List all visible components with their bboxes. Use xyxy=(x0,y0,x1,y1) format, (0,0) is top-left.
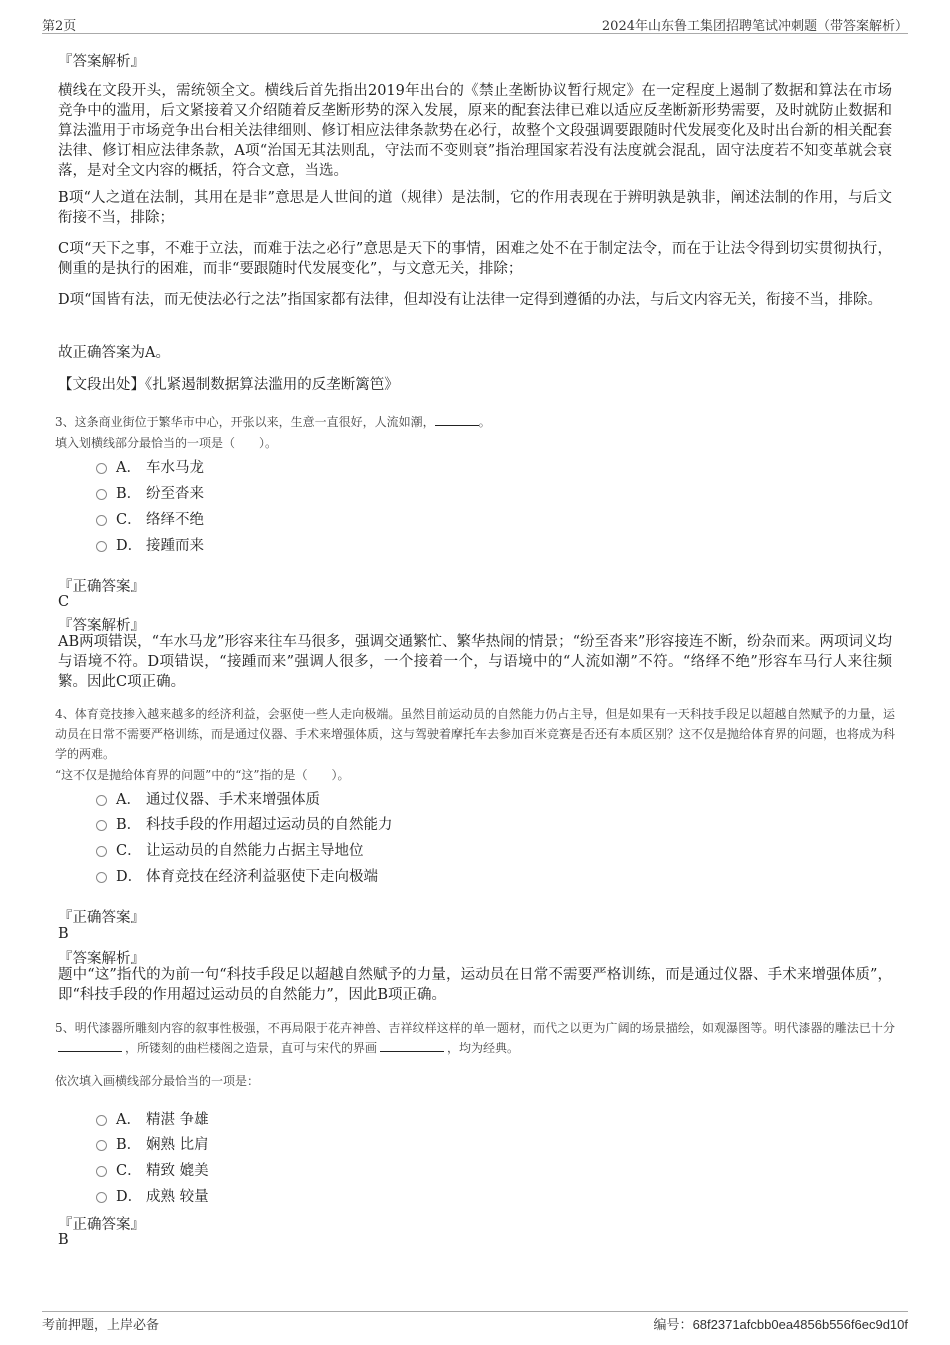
q2-analysis-c: C项“天下之事，不难于立法，而难于法之必行”意思是天下的事情，困难之处不在于制定法令，而在于让法令得到切实贯彻执行，侧重的是执行的困难，而非“要跟随时代发展变化”，与文意无关，排除； xyxy=(58,241,892,277)
q3-stem-after: 。 xyxy=(478,415,491,429)
q2-analysis-d: D项“国皆有法，而无使法必行之法”指国家都有法律，但却没有让法律一定得到遵循的办法，与后文内容无关，衔接不当，排除。 xyxy=(58,292,882,308)
q3-stem xyxy=(55,412,895,432)
option-letter: A． xyxy=(116,792,141,808)
option-letter: B． xyxy=(116,1137,142,1153)
radio-icon[interactable] xyxy=(96,820,107,831)
radio-icon[interactable] xyxy=(96,1166,107,1177)
footer-code-label: 编号： xyxy=(653,1318,693,1333)
radio-icon[interactable] xyxy=(96,846,107,857)
q2-analysis-intro: 横线在文段开头，需统领全文。横线后首先指出2019年出台的《禁止垄断协议暂行规定》在一定程度上遏制了数据和算法在市场竞争中的滥用，后文紧接着又介绍随着反垄断形势的深入发展，原来的配套法律已难以适应反垄断新形势需要，及时就防止数据和算法滥用于市场竞争出台相关法律细则、修订相应法律条款势在必行，故整个文段强调要跟随时代发展变化及时出台新的相关配套法律、修订相应法律条款，A项“治国无其法则乱，守法而不变则衰”指治理国家若没有法度就会混乱，固守法度若不知变革就会衰落，是对全文内容的概括，符合文意，当选。 xyxy=(58,83,892,179)
q3-option-d[interactable] xyxy=(96,534,204,555)
option-letter: C． xyxy=(116,1163,142,1179)
radio-icon[interactable] xyxy=(96,1140,107,1151)
option-text: 体育竞技在经济利益驱使下走向极端 xyxy=(146,869,378,885)
option-letter: D． xyxy=(116,538,143,554)
option-letter: C． xyxy=(116,512,142,528)
q3-option-b[interactable] xyxy=(96,482,204,503)
q3-blank xyxy=(435,413,479,426)
footer-divider xyxy=(42,1311,908,1312)
radio-icon[interactable] xyxy=(96,541,107,552)
option-letter: D． xyxy=(116,1189,143,1205)
option-text: 接踵而来 xyxy=(146,538,204,554)
option-text: 车水马龙 xyxy=(146,460,204,476)
q5-prompt: 依次填入画横线部分最恰当的一项是： xyxy=(55,1074,260,1088)
q5-blank-2 xyxy=(380,1039,444,1052)
option-text: 科技手段的作用超过运动员的自然能力 xyxy=(146,817,393,833)
option-text: 精致 媲美 xyxy=(146,1163,209,1179)
q5-stem xyxy=(55,1018,895,1058)
q5-answer-label: 『正确答案』 xyxy=(58,1217,145,1233)
page-number: 第2页 xyxy=(42,19,77,34)
option-letter: A． xyxy=(116,460,141,476)
option-letter: A． xyxy=(116,1112,141,1128)
q3-option-a[interactable] xyxy=(96,456,204,477)
option-letter: C． xyxy=(116,843,142,859)
header-divider xyxy=(42,33,908,34)
q3-analysis: AB两项错误，“车水马龙”形容来往车马很多，强调交通繁忙、繁华热闹的情景；“纷至沓来”形容接连不断，纷杂而来。两项词义均与语境不符。D项错误，“接踵而来”强调人很多，一个接着一个，与语境中的“人流如潮”不符。“络绎不绝”形容车马行人来往频繁。因此C项正确。 xyxy=(58,634,892,690)
footer-code-value: 68f2371afcbb0ea4856b556f6ec9d10f xyxy=(692,1317,908,1332)
q3-stem-before: 3、这条商业街位于繁华市中心，开张以来，生意一直很好，人流如潮， xyxy=(55,415,435,429)
q2-analysis-label: 『答案解析』 xyxy=(58,54,145,70)
option-text: 精湛 争雄 xyxy=(146,1112,209,1128)
q3-answer: C xyxy=(58,594,70,610)
option-text: 纷至沓来 xyxy=(146,486,204,502)
q5-stem-part2: ，所镂刻的曲栏楼阁之造景，直可与宋代的界画 xyxy=(125,1041,378,1055)
q2-analysis-b: B项“人之道在法制，其用在是非”意思是人世间的道（规律）是法制，它的作用表现在于辨明孰是孰非，阐述法制的作用，与后文衔接不当，排除； xyxy=(58,190,892,226)
q4-option-b[interactable] xyxy=(96,813,393,834)
q4-option-a[interactable] xyxy=(96,788,320,809)
radio-icon[interactable] xyxy=(96,463,107,474)
q5-option-a[interactable] xyxy=(96,1108,209,1129)
q5-stem-part1: 5、明代漆器所雕刻内容的叙事性极强，不再局限于花卉神兽、吉祥纹样这样的单一题材，而代之以更为广阔的场景描绘，如观瀑图等。明代漆器的雕法已十分 xyxy=(55,1021,895,1035)
radio-icon[interactable] xyxy=(96,1192,107,1203)
q4-analysis: 题中“这”指代的为前一句“科技手段足以超越自然赋予的力量，运动员在日常不需要严格训练，而是通过仪器、手术来增强体质”，即“科技手段的作用超过运动员的自然能力”，因此B项正确。 xyxy=(58,967,892,1003)
q5-option-b[interactable] xyxy=(96,1133,209,1154)
footer-slogan: 考前押题，上岸必备 xyxy=(42,1318,160,1333)
q5-answer: B xyxy=(58,1232,69,1248)
document-title: 2024年山东鲁工集团招聘笔试冲刺题（带答案解析） xyxy=(601,19,908,34)
option-text: 络绎不绝 xyxy=(146,512,204,528)
q4-prompt: “这不仅是抛给体育界的问题”中的“这”指的是（ ）。 xyxy=(55,768,350,782)
q3-answer-label: 『正确答案』 xyxy=(58,579,145,595)
option-letter: D． xyxy=(116,869,143,885)
q5-option-c[interactable] xyxy=(96,1159,209,1180)
option-text: 娴熟 比肩 xyxy=(146,1137,209,1153)
q3-analysis-label: 『答案解析』 xyxy=(58,618,145,634)
option-text: 通过仪器、手术来增强体质 xyxy=(146,792,320,808)
option-text: 成熟 较量 xyxy=(146,1189,209,1205)
option-letter: B． xyxy=(116,486,142,502)
q4-option-d[interactable] xyxy=(96,865,378,886)
option-letter: B． xyxy=(116,817,142,833)
q5-stem-part3: ，均为经典。 xyxy=(447,1041,520,1055)
q3-prompt: 填入划横线部分最恰当的一项是（ ）。 xyxy=(55,436,278,450)
footer-code xyxy=(654,1314,908,1333)
q5-blank-1 xyxy=(58,1039,122,1052)
q4-answer-label: 『正确答案』 xyxy=(58,910,145,926)
radio-icon[interactable] xyxy=(96,489,107,500)
radio-icon[interactable] xyxy=(96,515,107,526)
q2-source: 【文段出处】《扎紧遏制数据算法滥用的反垄断篱笆》 xyxy=(58,377,399,393)
q4-option-c[interactable] xyxy=(96,839,364,860)
q4-analysis-label: 『答案解析』 xyxy=(58,951,145,967)
q2-conclusion: 故正确答案为A。 xyxy=(58,345,170,361)
q5-option-d[interactable] xyxy=(96,1185,209,1206)
q3-option-c[interactable] xyxy=(96,508,204,529)
radio-icon[interactable] xyxy=(96,872,107,883)
radio-icon[interactable] xyxy=(96,795,107,806)
option-text: 让运动员的自然能力占据主导地位 xyxy=(146,843,364,859)
q4-stem: 4、体育竞技掺入越来越多的经济利益，会驱使一些人走向极端。虽然目前运动员的自然能力仍占主导，但是如果有一天科技手段足以超越自然赋予的力量，运动员在日常不需要严格训练，而是通过仪器、手术来增强体质，这与驾驶着摩托车去参加百米竞赛是否还有本质区别？这不仅是抛给体育界的问题，也将成为科学的两难。 xyxy=(55,707,896,761)
q4-answer: B xyxy=(58,926,69,942)
radio-icon[interactable] xyxy=(96,1115,107,1126)
